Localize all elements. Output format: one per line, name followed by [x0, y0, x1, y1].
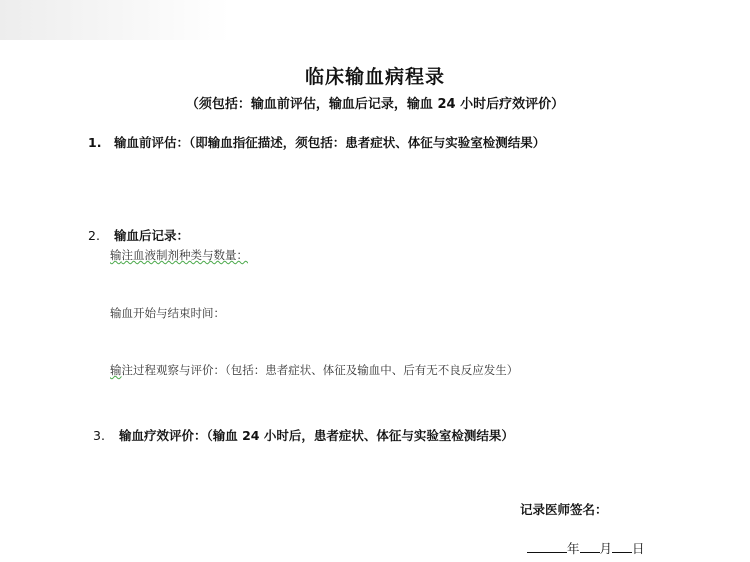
month-blank[interactable]	[580, 539, 600, 553]
section-number: 3.	[93, 428, 105, 443]
item-prefix: 输	[110, 248, 122, 262]
item-text: 注过程观察与评价：（包括：患者症状、体征及输血中、后有无不良反应发生）	[121, 363, 519, 377]
document-subtitle: （须包括：输血前评估，输血后记录，输血 24 小时后疗效评价）	[185, 97, 565, 112]
month-label: 月	[599, 541, 613, 556]
date-line	[527, 539, 645, 557]
day-blank[interactable]	[612, 539, 632, 553]
item-text: 输血开始与结束时间：	[110, 306, 225, 320]
item-prefix: 输	[110, 363, 122, 377]
item-transfusion-time	[110, 305, 225, 321]
section-label: 输血后记录：	[114, 228, 190, 243]
year-label: 年	[567, 541, 580, 556]
item-text: 注血液制剂种类与数量：	[121, 248, 248, 262]
year-blank[interactable]	[527, 539, 567, 553]
section-number: 1.	[88, 135, 102, 150]
item-blood-product-type	[110, 247, 248, 263]
section-label: 输血疗效评价：（输血 24 小时后，患者症状、体征与实验室检测结果）	[119, 428, 514, 443]
section-label: 输血前评估：（即输血指征描述，须包括：患者症状、体征与实验室检测结果）	[114, 135, 546, 150]
day-label: 日	[632, 541, 645, 556]
item-process-observation	[110, 362, 518, 378]
section-efficacy-evaluation	[93, 426, 514, 444]
section-number: 2.	[88, 228, 100, 243]
signature-label: 记录医师签名：	[520, 502, 608, 517]
document-title: 临床输血病程录	[304, 66, 445, 88]
scan-shadow	[0, 0, 230, 40]
section-pre-transfusion	[88, 133, 545, 151]
section-post-transfusion	[88, 226, 189, 244]
